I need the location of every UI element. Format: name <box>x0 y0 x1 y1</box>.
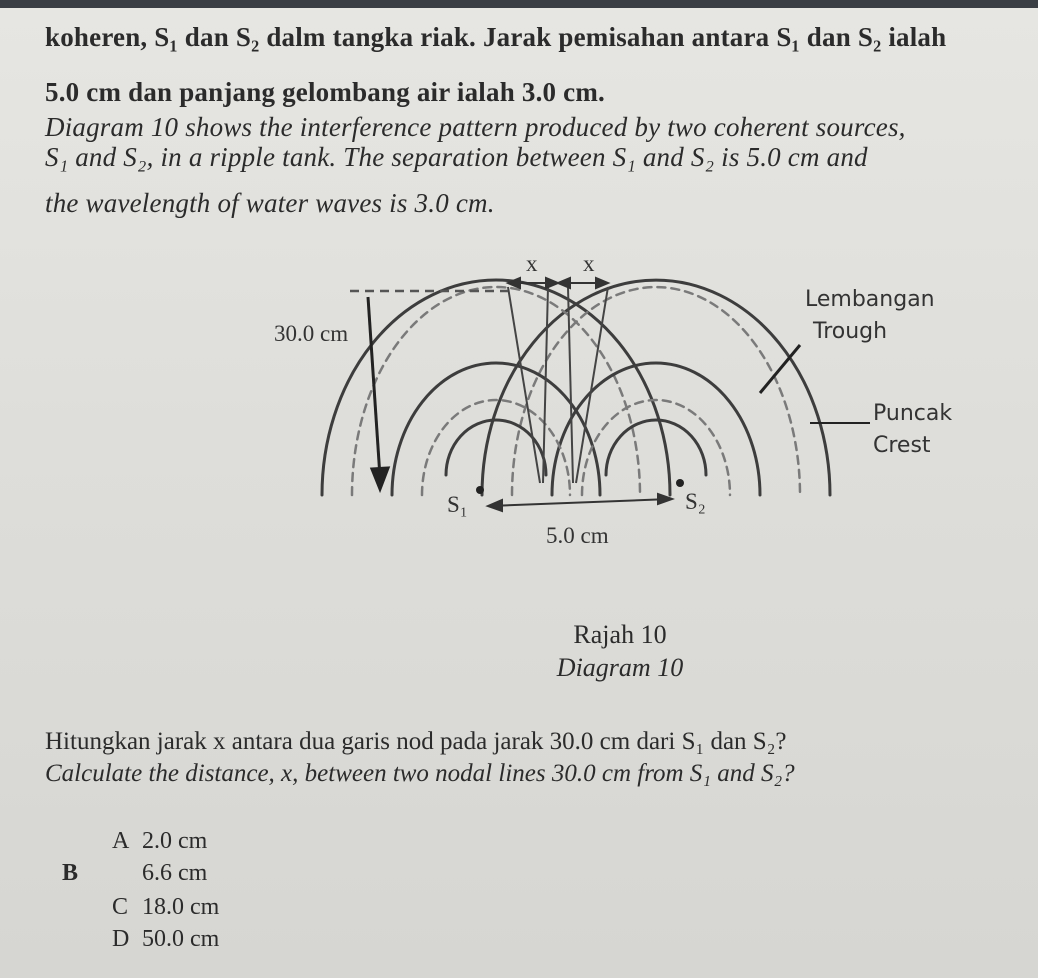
caption-malay: Rajah 10 <box>573 620 667 649</box>
option-c[interactable] <box>112 894 219 921</box>
distance-arrowhead <box>372 468 388 489</box>
intro-english-line-1: Diagram 10 shows the interference pattern produced by two coherent sources, <box>45 112 906 142</box>
option-d-text: 50.0 cm <box>142 926 220 952</box>
source-s1-dot <box>476 486 484 494</box>
trough-malay-label: Lembangan <box>805 287 935 312</box>
intro-malay-line-1: koheren, S₁ dan S₂ dalm tangka riak. Jarak pemisahan antara S₁ dan S₂ ialah <box>45 22 947 52</box>
option-b-text: 6.6 cm <box>142 860 208 886</box>
nodal-line-1 <box>508 287 540 483</box>
option-a[interactable] <box>112 828 207 855</box>
option-a-letter: A <box>112 828 130 854</box>
x-label-left: x <box>526 251 538 276</box>
crest-english-label: Crest <box>873 433 931 458</box>
separation-line <box>490 499 670 506</box>
option-c-text: 18.0 cm <box>142 894 220 920</box>
option-b[interactable] <box>62 860 207 887</box>
distance-arrow-line <box>368 297 380 477</box>
option-d[interactable] <box>112 926 219 953</box>
x-label-right: x <box>583 251 595 276</box>
interference-diagram <box>240 245 980 565</box>
option-b-letter: B <box>62 860 79 886</box>
nodal-line-2 <box>568 287 573 483</box>
top-edge-bar <box>0 0 1038 8</box>
separation-arrowhead-left <box>488 500 502 511</box>
x-arrowhead-right <box>596 278 608 288</box>
option-d-letter: D <box>112 926 130 952</box>
intro-malay-line-2: 5.0 cm dan panjang gelombang air ialah 3.0 cm. <box>45 77 605 107</box>
intro-english-line-3: the wavelength of water waves is 3.0 cm. <box>45 188 495 218</box>
intro-english-line-2: S₁ and S₂, in a ripple tank. The separation between S₁ and S₂ is 5.0 cm and <box>45 142 868 172</box>
crest-arc-s2-inner <box>606 420 706 475</box>
question-english: Calculate the distance, x, between two nodal lines 30.0 cm from S₁ and S₂? <box>45 760 795 787</box>
x-arrowhead-mid-right <box>558 278 570 288</box>
crest-arc-s2-outer <box>482 280 830 495</box>
option-a-text: 2.0 cm <box>142 828 208 854</box>
source-s1-label: S₁ <box>447 492 468 517</box>
separation-label: 5.0 cm <box>546 523 609 548</box>
trough-leader-line <box>760 345 800 393</box>
nodal-line-4 <box>543 287 548 483</box>
crest-malay-label: Puncak <box>873 401 953 426</box>
source-s2-dot <box>676 479 684 487</box>
distance-label: 30.0 cm <box>274 321 349 346</box>
caption-english: Diagram 10 <box>556 653 684 682</box>
source-s2-label: S₂ <box>685 489 706 514</box>
question-malay: Hitungkan jarak x antara dua garis nod pada jarak 30.0 cm dari S₁ dan S₂? <box>45 728 787 755</box>
trough-english-label: Trough <box>813 319 888 344</box>
option-c-letter: C <box>112 894 129 920</box>
